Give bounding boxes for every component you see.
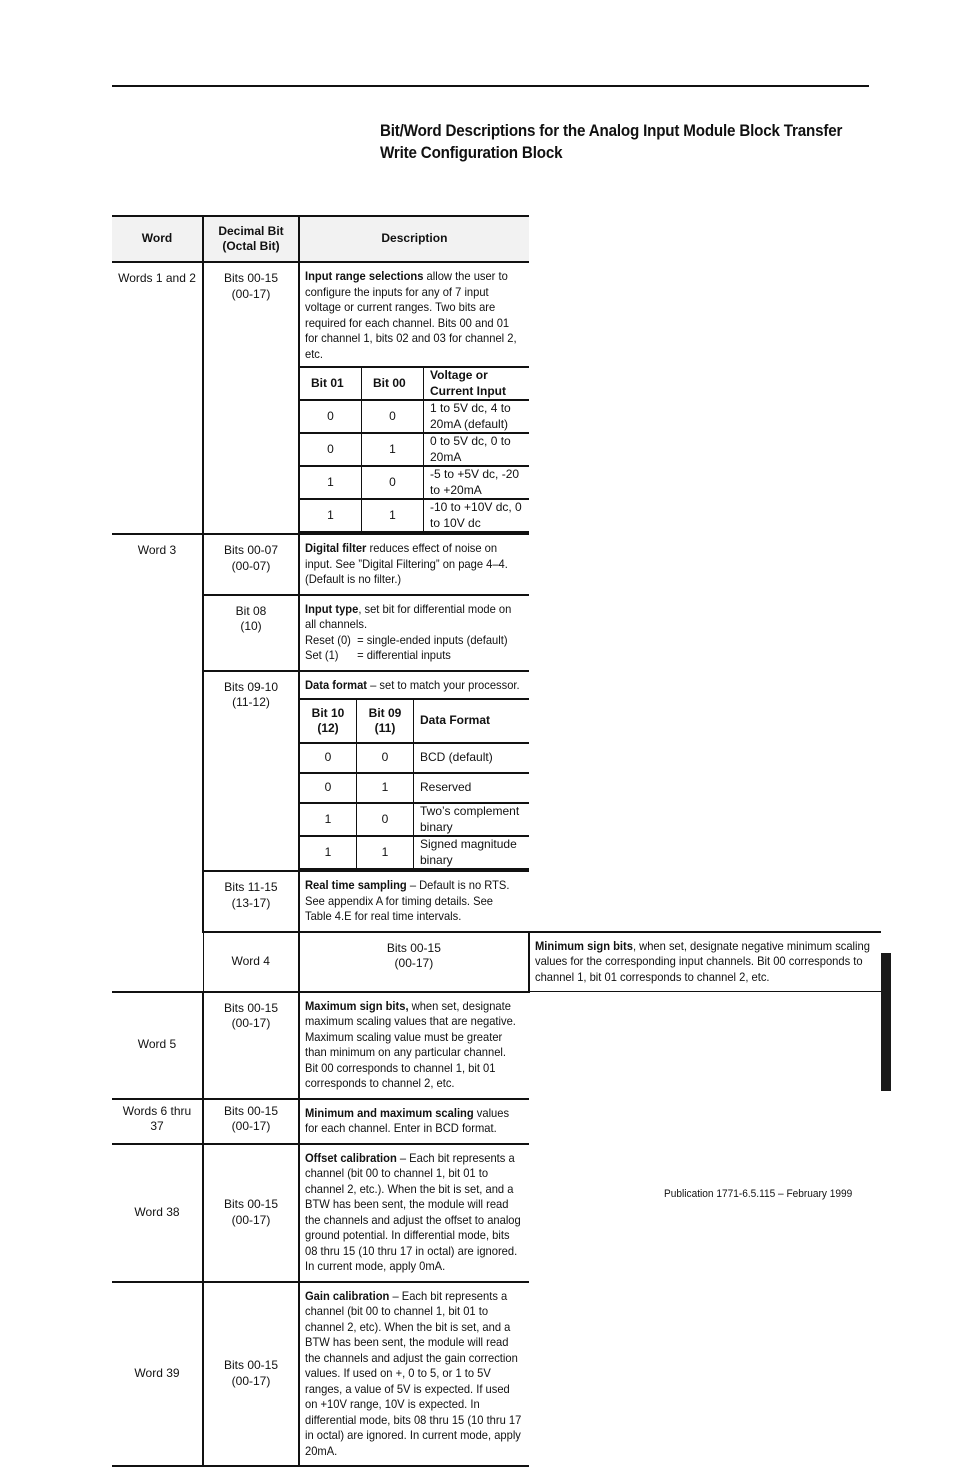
- description-body: – Default is no RTS. See appendix A for timing details. See Table 4.E for real time intervals.: [305, 878, 510, 923]
- header-bit-line1: Decimal Bit: [218, 223, 284, 238]
- subtable-header: [300, 699, 529, 743]
- bits-octal: (00-17): [231, 286, 271, 301]
- subtable-row: [300, 499, 529, 532]
- sub-header-bit01: Bit 01: [300, 367, 362, 400]
- sub-header-bit10: [300, 699, 357, 743]
- bits-decimal: Bits 00-15: [386, 940, 441, 955]
- description-text: [305, 1151, 522, 1275]
- description-cell: [299, 992, 529, 1099]
- range-subtable: [300, 366, 529, 533]
- bits-cell: [203, 671, 299, 872]
- header-bit: [203, 216, 299, 262]
- bits-decimal: Bits 11-15: [224, 880, 278, 894]
- sub-header-line: Bit 09: [368, 705, 402, 720]
- subtable-row: [300, 466, 529, 499]
- description-text: [305, 878, 522, 925]
- word-cell: Word 38: [112, 1144, 203, 1282]
- description-text: [305, 1106, 522, 1137]
- bits-decimal: Bits 00-15: [223, 1358, 279, 1373]
- sub-cell: Two’s complement binary: [414, 803, 529, 836]
- page-title: [380, 120, 858, 164]
- description-lead: Input range selections: [305, 269, 424, 283]
- sub-cell: 1: [357, 773, 414, 803]
- table-row: [112, 1282, 881, 1467]
- sub-cell: Signed magnitude binary: [414, 836, 529, 869]
- sub-cell: -10 to +10V dc, 0 to 10V dc: [424, 499, 529, 532]
- sub-cell: 0: [300, 400, 362, 433]
- bits-cell: [203, 262, 299, 534]
- description-cell: [299, 1282, 529, 1467]
- bits-decimal: Bits 00-15: [223, 1000, 279, 1015]
- subtable-row: [300, 836, 529, 869]
- table-row: [112, 671, 881, 872]
- sub-header-bit09: [357, 699, 414, 743]
- bits-cell: [203, 1144, 299, 1282]
- table-row: [112, 992, 881, 1099]
- description-lead: Maximum sign bits,: [305, 998, 409, 1013]
- bits-decimal: Bits 00-15: [223, 1103, 279, 1118]
- subtable-row: [300, 433, 529, 466]
- table-header-row: [112, 216, 881, 262]
- description-body: , when set, designate negative minimum scaling values for the corresponding input channels. Bit 00 corresponds to channel 1, bit 01 corresponds to channel 2, etc.: [534, 938, 870, 984]
- sub-cell: 1: [300, 836, 357, 869]
- bits-decimal: Bits 09-10: [223, 679, 279, 694]
- description-cell: [299, 1144, 529, 1282]
- bits-octal: (00-17): [231, 1212, 271, 1227]
- table-row: [112, 871, 881, 932]
- sub-cell: BCD (default): [414, 743, 529, 773]
- description-body: – Each bit represents a channel (bit 00 to channel 1, bit 01 to channel 2, etc.). When the bit is set, and a BTW has been sent, the module will read the channels and adjust the offset to analog ground potential. In differential mode, bits 08 thru 15 (10 thru 17 in octal) are ignored. In current mode, apply 0mA.: [305, 1150, 521, 1273]
- subtable-row: [300, 773, 529, 803]
- description-body: , set bit for differential mode on all channels.: [305, 601, 512, 631]
- description-text: [305, 999, 522, 1092]
- bits-octal: (00-17): [231, 1373, 271, 1388]
- bits-cell: [203, 595, 299, 671]
- bits-octal: (00-17): [394, 956, 434, 970]
- bits-octal: (00-07): [231, 558, 271, 573]
- description-lead: Digital filter: [305, 541, 367, 555]
- description-lead: Gain calibration: [305, 1288, 390, 1303]
- bit-word-table: [112, 215, 881, 1467]
- description-text: [305, 541, 522, 588]
- sub-cell: -5 to +5V dc, -20 to +20mA: [424, 466, 529, 499]
- subtable-row: [300, 803, 529, 836]
- bits-cell: [203, 1282, 299, 1467]
- subtable-header: [300, 367, 529, 400]
- description-lead: Minimum and maximum scaling: [305, 1105, 474, 1120]
- title-line-2: Write Configuration Block: [380, 144, 563, 162]
- description-cell: [529, 932, 881, 992]
- description-body: when set, designate maximum scaling values that are negative. Maximum scaling value must be greater than minimum on any particular channel. Bit 00 corresponds to channel 1, bit 01 corresponds to channel 2, etc.: [305, 998, 516, 1090]
- bits-cell: [299, 932, 529, 992]
- header-bit-line2: (Octal Bit): [222, 239, 280, 253]
- description-cell: [299, 871, 529, 932]
- description-body: – set to match your processor.: [367, 677, 520, 692]
- description-lead: Input type: [305, 601, 359, 616]
- sub-cell: 0: [357, 803, 414, 836]
- description-cell: [299, 1099, 529, 1144]
- sub-header-line: (11): [374, 721, 396, 735]
- word-cell: Word 3: [112, 534, 203, 992]
- publication-footer: Publication 1771-6.5.115 – February 1999: [664, 1188, 853, 1200]
- bits-decimal: Bits 00-15: [223, 271, 279, 285]
- sub-cell: 0 to 5V dc, 0 to 20mA: [424, 433, 529, 466]
- sub-cell: 1: [357, 836, 414, 869]
- description-lead: Data format: [305, 677, 368, 692]
- description-body: – Each bit represents a channel (bit 00 to channel 1, bit 01 to channel 2, etc). When the bit is set, and a BTW has been sent, the module will read the channels and adjust the gain correction values. If used on +, 0 to 5, or 1 to 5V ranges, a value of 5V is expected. If used on +10V range, 10V is expected. In differential mode, bits 08 thru 15 (10 thru 17 in octal) are ignored. In current mode, apply 20mA.: [305, 1288, 522, 1458]
- bits-decimal: Bit 08: [235, 603, 267, 618]
- table-row: [112, 534, 881, 595]
- subtable-row: [300, 743, 529, 773]
- sub-header-line: Bit 10: [311, 705, 345, 720]
- description-text: [535, 939, 874, 986]
- word-cell: Words 6 thru 37: [112, 1099, 203, 1144]
- description-text: [305, 678, 522, 694]
- word-cell: Words 1 and 2: [112, 262, 203, 534]
- description-cell: [299, 671, 529, 872]
- table-row: [112, 595, 881, 671]
- word-cell: Word 39: [112, 1282, 203, 1467]
- bits-cell: [203, 992, 299, 1099]
- description-text: [305, 269, 522, 362]
- description-cell: [299, 595, 529, 671]
- bits-octal: (13-17): [231, 895, 271, 910]
- sub-cell: 0: [300, 743, 357, 773]
- description-text: [305, 602, 522, 633]
- table-row: [112, 932, 881, 992]
- sub-header-format: Data Format: [414, 699, 529, 743]
- data-format-subtable: [300, 698, 529, 870]
- bits-octal: (00-17): [231, 1016, 271, 1030]
- table-row: [112, 1099, 881, 1144]
- sub-header-bit00: Bit 00: [362, 367, 424, 400]
- bits-octal: (00-17): [231, 1119, 271, 1133]
- description-lead: Offset calibration: [305, 1150, 397, 1165]
- sub-cell: 1: [300, 499, 362, 532]
- bits-octal: (11-12): [232, 695, 270, 709]
- description-cell: [299, 534, 529, 595]
- description-line: Set (1) = differential inputs: [305, 648, 451, 662]
- top-rule: [112, 85, 869, 87]
- description-body: values for each channel. Enter in BCD format.: [305, 1105, 510, 1135]
- bits-cell: [203, 534, 299, 595]
- sub-cell: 0: [300, 773, 357, 803]
- description-lead: Real time sampling: [305, 878, 407, 892]
- bits-cell: [203, 871, 299, 932]
- bits-decimal: Bits 00-07: [223, 543, 279, 557]
- description-text: [305, 1289, 522, 1460]
- title-line-1: Bit/Word Descriptions for the Analog Input Module Block Transfer: [380, 122, 843, 140]
- sub-cell: 0: [357, 743, 414, 773]
- sub-header-line: (12): [317, 721, 339, 735]
- word-cell: Word 4: [203, 932, 299, 992]
- bits-cell: [203, 1099, 299, 1144]
- bits-decimal: Bits 00-15: [223, 1197, 279, 1211]
- sub-cell: 1: [300, 803, 357, 836]
- sub-header-input: Voltage or Current Input: [424, 367, 529, 400]
- sub-cell: 1: [300, 466, 362, 499]
- description-body: allow the user to configure the inputs for any of 7 input voltage or current ranges. Two bits are required for each channel. Bits 00 and 01 for channel 1, bits 02 and 03 for channel 2, etc.: [305, 269, 517, 361]
- sub-cell: 1: [362, 433, 424, 466]
- sub-cell: 0: [362, 466, 424, 499]
- word-cell: Word 5: [112, 992, 203, 1099]
- subtable-row: [300, 400, 529, 433]
- change-bar: [881, 953, 891, 1091]
- description-body: reduces effect of noise on input. See ”Digital Filtering” on page 4–4. (Default is no filter.): [305, 541, 508, 586]
- header-word: Word: [112, 216, 203, 262]
- description-cell: [299, 262, 529, 534]
- table-row: [112, 262, 881, 534]
- description-line: Reset (0) = single-ended inputs (default): [305, 632, 508, 647]
- sub-cell: 0: [362, 400, 424, 433]
- header-description: Description: [299, 216, 529, 262]
- sub-cell: 1 to 5V dc, 4 to 20mA (default): [424, 400, 529, 433]
- sub-cell: 1: [362, 499, 424, 532]
- bits-octal: (10): [240, 619, 262, 633]
- sub-cell: 0: [300, 433, 362, 466]
- description-lead: Minimum sign bits: [534, 938, 633, 953]
- table-row: [112, 1144, 881, 1282]
- sub-cell: Reserved: [414, 773, 529, 803]
